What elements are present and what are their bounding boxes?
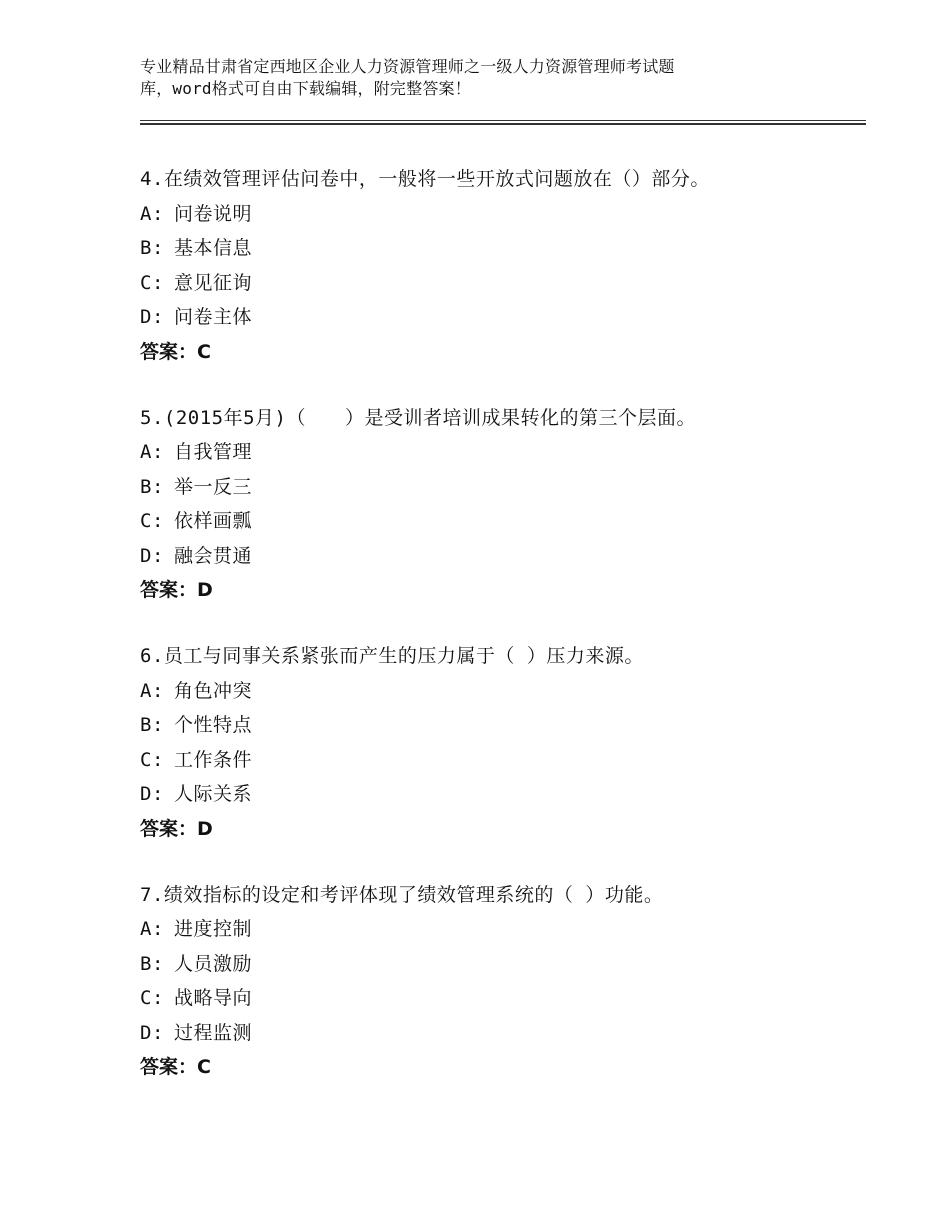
option-b xyxy=(140,947,866,982)
option-d xyxy=(140,1016,866,1051)
question-5 xyxy=(140,401,866,608)
option-text: 人际关系 xyxy=(174,783,253,805)
question-6 xyxy=(140,639,866,846)
option-letter: B: xyxy=(140,237,164,259)
option-letter: D: xyxy=(140,783,164,805)
option-text: 个性特点 xyxy=(174,714,253,736)
option-text: 举一反三 xyxy=(174,475,253,498)
option-b xyxy=(140,708,866,743)
option-a xyxy=(140,912,866,947)
option-letter: D: xyxy=(140,306,164,328)
option-b xyxy=(140,231,866,266)
option-text: 问卷说明 xyxy=(174,202,253,225)
answer-label: 答案：D xyxy=(140,817,213,840)
option-letter: A: xyxy=(140,679,164,702)
option-letter: C: xyxy=(140,748,164,771)
divider-thick-line xyxy=(140,123,866,125)
question-stem: 5.(2015年5月)（ ）是受训者培训成果转化的第三个层面。 xyxy=(140,406,696,429)
option-letter: C: xyxy=(140,271,164,294)
answer-label: 答案：D xyxy=(140,579,213,601)
option-letter: A: xyxy=(140,918,164,940)
question-7 xyxy=(140,878,866,1085)
option-letter: B: xyxy=(140,714,164,736)
question-list xyxy=(140,162,866,1116)
option-text: 自我管理 xyxy=(174,441,253,463)
option-text: 过程监测 xyxy=(174,1021,253,1044)
option-text: 战略导向 xyxy=(174,987,253,1009)
option-text: 意见征询 xyxy=(174,271,253,294)
document-header xyxy=(140,56,820,100)
option-d xyxy=(140,300,866,335)
header-divider xyxy=(140,120,866,125)
option-letter: D: xyxy=(140,1021,164,1044)
option-c xyxy=(140,981,866,1016)
option-text: 进度控制 xyxy=(174,918,253,940)
option-c xyxy=(140,504,866,539)
option-a xyxy=(140,435,866,470)
option-letter: A: xyxy=(140,441,164,463)
option-letter: D: xyxy=(140,544,164,567)
answer-label: 答案：C xyxy=(140,1056,211,1078)
option-letter: A: xyxy=(140,202,164,225)
question-stem: 7.绩效指标的设定和考评体现了绩效管理系统的（ ）功能。 xyxy=(140,883,664,906)
option-letter: B: xyxy=(140,952,164,975)
option-a xyxy=(140,197,866,232)
option-c xyxy=(140,266,866,301)
answer-label: 答案：C xyxy=(140,340,211,363)
option-text: 人员激励 xyxy=(174,952,253,975)
option-a xyxy=(140,674,866,709)
header-title-line-2: 库，word格式可自由下载编辑，附完整答案！ xyxy=(140,79,471,98)
question-stem: 6.员工与同事关系紧张而产生的压力属于（ ）压力来源。 xyxy=(140,645,644,667)
option-d xyxy=(140,539,866,574)
option-text: 融会贯通 xyxy=(174,544,253,567)
option-c xyxy=(140,743,866,778)
option-d xyxy=(140,777,866,812)
option-text: 问卷主体 xyxy=(174,306,253,328)
header-title-line-1: 专业精品甘肃省定西地区企业人力资源管理师之一级人力资源管理师考试题 xyxy=(140,57,675,76)
option-text: 角色冲突 xyxy=(174,679,253,702)
option-text: 依样画瓢 xyxy=(174,510,253,532)
question-stem: 4.在绩效管理评估问卷中，一般将一些开放式问题放在（）部分。 xyxy=(140,168,710,190)
option-text: 工作条件 xyxy=(174,748,253,771)
divider-thin-line xyxy=(140,120,866,121)
option-text: 基本信息 xyxy=(174,237,253,259)
option-letter: C: xyxy=(140,510,164,532)
option-letter: C: xyxy=(140,987,164,1009)
option-letter: B: xyxy=(140,475,164,498)
option-b xyxy=(140,470,866,505)
question-4 xyxy=(140,162,866,369)
